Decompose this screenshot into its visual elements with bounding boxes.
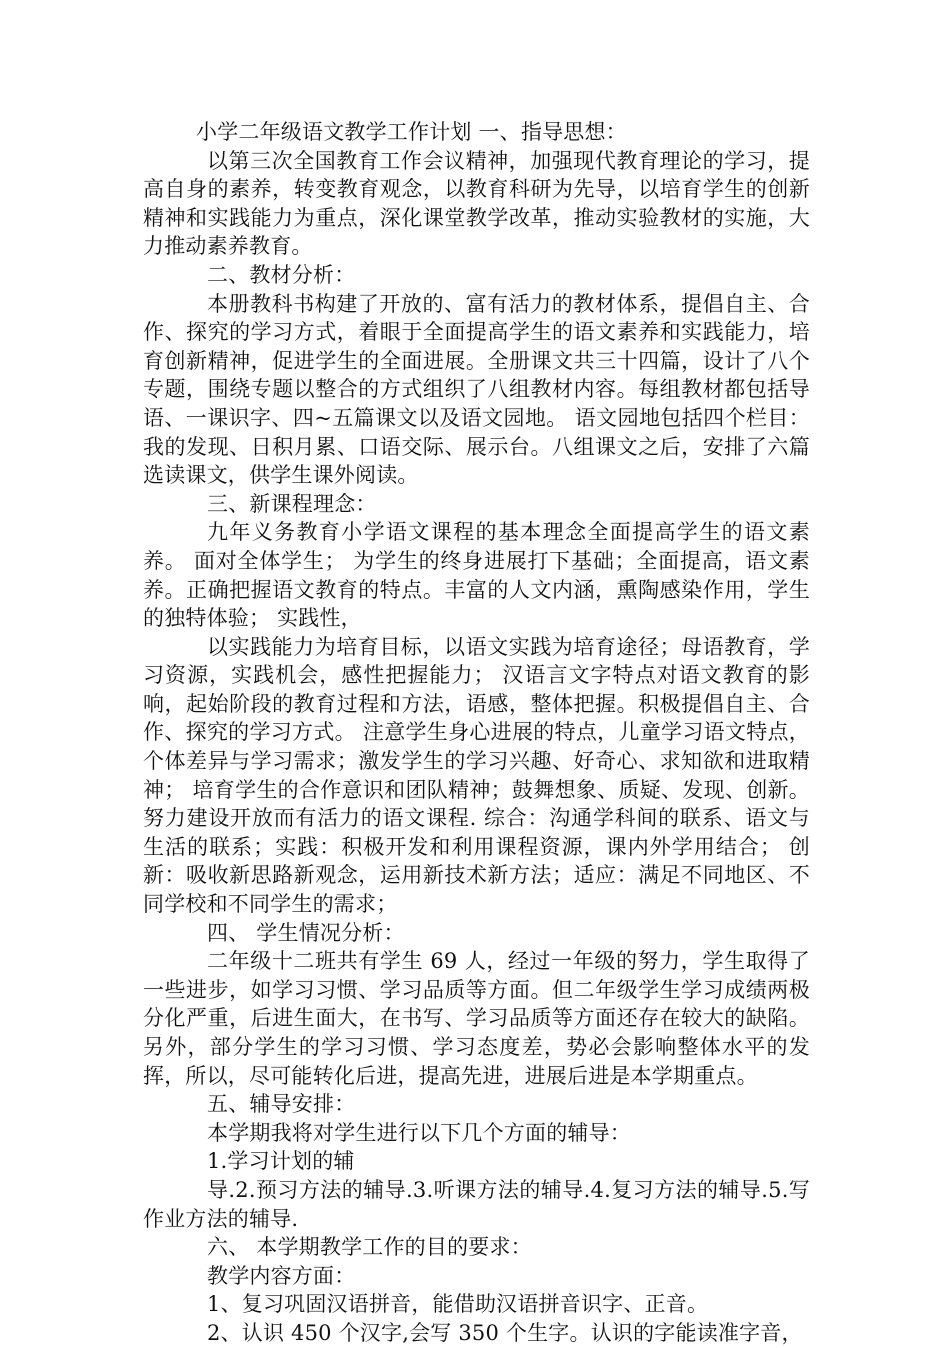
paragraph-students: 二年级十二班共有学生 69 人，经过一年级的努力，学生取得了一些进步，如学习习惯、学习品质等方面。但二年级学生学习成绩两极分化严重，后进生面大，在书写、学习品质等方面还存在较大的缺陷。另外，部分学生的学习习惯、学习态度差，势必会影响整体水平的发挥，所以，尽可能转化后进，提高先进，进展后进是本学期重点。 [143,949,810,1088]
document-title-line: 小学二年级语文教学工作计划 一、指导思想： [196,120,627,144]
paragraph-tutoring-intro: 本学期我将对学生进行以下几个方面的辅导： [207,1120,631,1145]
section-heading-goals: 六、 本学期教学工作的目的要求： [207,1235,532,1260]
section-heading-curriculum: 三、新课程理念： [207,491,377,516]
paragraph-curriculum: 九年义务教育小学语文课程的基本理念全面提高学生的语文素养。 面对全体学生； 为学生的终身进展打下基础；全面提高，语文素养。正确把握语文教育的特点。丰富的人文内涵，熏陶感染作用，学生的独特体验； 实践性， [143,520,810,631]
list-item-characters: 2、认识 450 个汉字,会写 350 个生字。认识的字能读准字音， [207,1320,803,1345]
paragraph-guiding-thought: 以第三次全国教育工作会议精神，加强现代教育理论的学习，提高自身的素养，转变教育观念，以教育科研为先导，以培育学生的创新精神和实践能力为重点，深化课堂教学改革，推动实验教材的实施，大力推动素养教育。 [143,148,810,259]
section-heading-students: 四、 学生情况分析： [207,920,405,945]
section-heading-tutoring: 五、辅导安排： [207,1092,356,1117]
list-item-pinyin: 1、复习巩固汉语拼音，能借助汉语拼音识字、正音。 [207,1292,709,1317]
paragraph-tutoring-items: 导.2.预习方法的辅导.3.听课方法的辅导.4.复习方法的辅导.5.写作业方法的辅导. [143,1177,810,1231]
paragraph-tutoring-item-1: 1.学习计划的辅 [207,1149,355,1174]
section-heading-materials: 二、教材分析： [207,262,356,287]
paragraph-materials: 本册教科书构建了开放的、富有活力的教材体系，提倡自主、合作、探究的学习方式，着眼于全面提高学生的语文素养和实践能力，培育创新精神，促进学生的全面进展。全册课文共三十四篇，设计了八个专题，围绕专题以整合的方式组织了八组教材内容。每组教材都包括导语、一课识字、四~五篇课文以及语文园地。 语文园地包括四个栏目：我的发现、日积月累、口语交际、展示台。八组课文之后，安排了六篇选读课文，供学生课外阅读。 [143,291,810,488]
paragraph-content-aspect: 教学内容方面： [207,1263,356,1288]
document-page [143,118,810,1348]
paragraph-practice: 以实践能力为培育目标，以语文实践为培育途径；母语教育，学习资源，实践机会，感性把握能力； 汉语言文字特点对语文教育的影响，起始阶段的教育过程和方法，语感，整体把握。积极提倡自主、合作、探究的学习方式。 注意学生身心进展的特点，儿童学习语文特点，个体差异与学习需求；激发学生的学习兴趣、好奇心、求知欲和进取精神； 培育学生的合作意识和团队精神；鼓舞想象、质疑、发现、创新。努力建设开放而有活力的语文课程. 综合：沟通学科间的联系、语文与生活的联系；实践：积极开发和利用课程资源，课内外学用结合； 创新：吸收新思路新观念，运用新技术新方法；适应：满足不同地区、不同学校和不同学生的需求； [143,634,810,917]
